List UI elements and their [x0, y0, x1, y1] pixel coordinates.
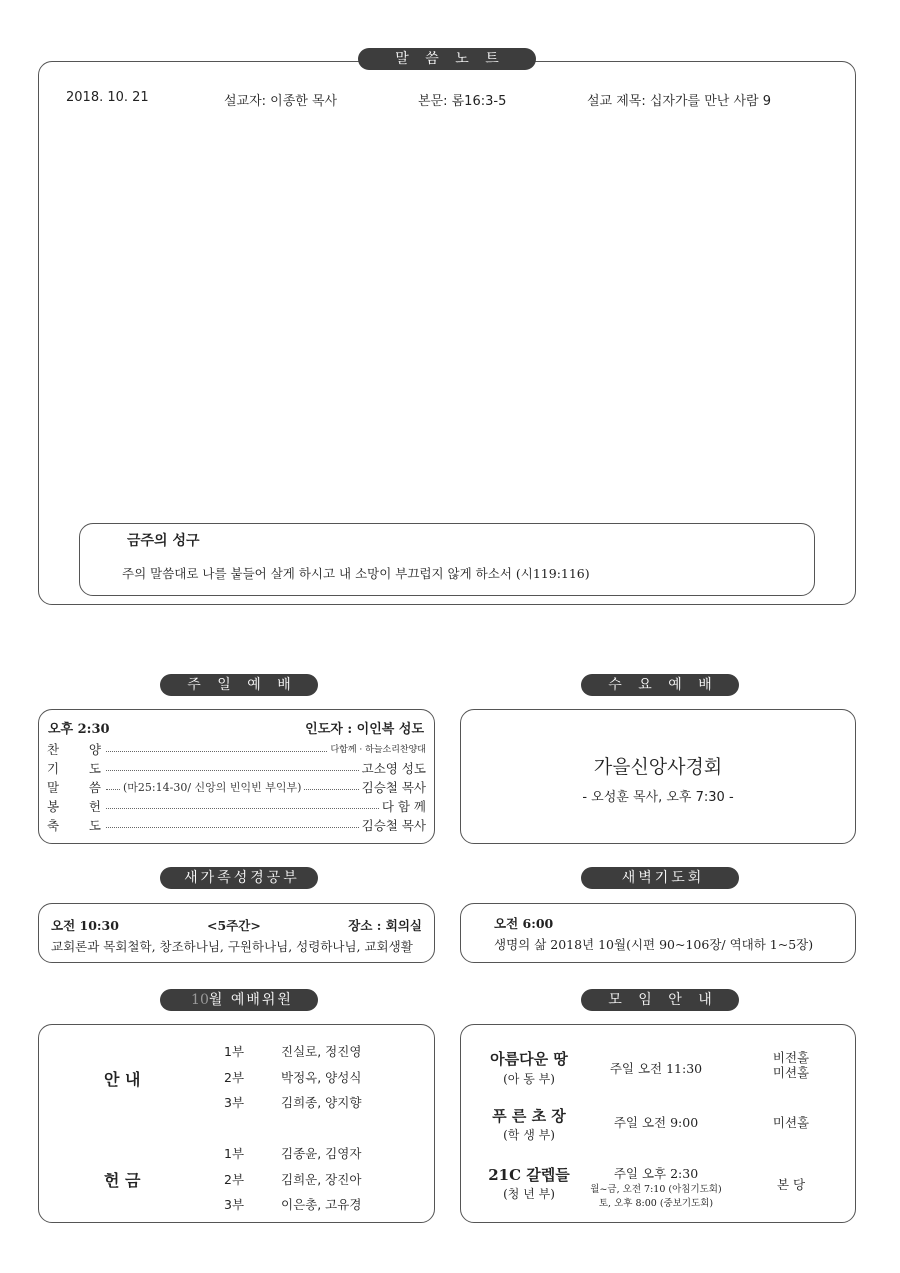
sermon-scripture: 본문: 롬16:3-5 — [418, 94, 507, 109]
wednesday-worship-box — [460, 709, 856, 844]
volunteer-role-offering: 헌 금 — [104, 1171, 141, 1190]
sunday-row-offering: 봉 헌 다 함 께 — [47, 798, 426, 814]
volunteers-title-rest: 월 예배위원 — [208, 992, 293, 1008]
meeting-place: 비전홀 — [772, 1050, 810, 1065]
sunday-worship-title: 주 일 예 배 — [160, 674, 318, 696]
dawn-prayer-box — [460, 903, 856, 963]
volunteer-part: 2부 — [224, 1070, 245, 1085]
meeting-place: 본 당 — [776, 1177, 806, 1192]
meeting-name: 푸 른 초 장 — [492, 1107, 566, 1125]
volunteer-names: 박정옥, 양성식 — [281, 1070, 362, 1085]
sunday-row-benediction: 축 도 김승철 목사 — [47, 817, 426, 833]
meeting-extra: 월~금, 오전 7:10 (아침기도회) — [590, 1184, 722, 1195]
meetings-title: 모 임 안 내 — [581, 989, 739, 1011]
family-bible-topics: 교회론과 목회철학, 창조하나님, 구원하나님, 성령하나님, 교회생활 — [51, 939, 413, 954]
wednesday-event: 가을신앙사경회 — [593, 756, 723, 778]
meeting-time: 주일 오후 2:30 — [613, 1166, 699, 1181]
sunday-time: 오후 2:30 — [48, 722, 110, 737]
meeting-name: 21C 갈렙들 — [488, 1166, 570, 1184]
sermon-preacher: 설교자: 이종한 목사 — [224, 94, 338, 109]
dawn-prayer-time: 오전 6:00 — [494, 916, 554, 931]
meeting-place: 미션홀 — [772, 1065, 810, 1080]
meeting-extra: 토, 오후 8:00 (중보기도회) — [598, 1198, 714, 1209]
wednesday-detail: - 오성훈 목사, 오후 7:30 - — [582, 790, 734, 805]
family-bible-box — [38, 903, 435, 963]
wednesday-worship-title: 수 요 예 배 — [581, 674, 739, 696]
family-bible-time: 오전 10:30 — [51, 918, 119, 933]
volunteer-part: 3부 — [224, 1197, 245, 1212]
meeting-time: 주일 오전 9:00 — [613, 1115, 699, 1130]
weekly-verse-text: 주의 말씀대로 나를 붙들어 살게 하시고 내 소망이 부끄럽지 않게 하소서 (시119:116) — [122, 566, 590, 581]
volunteer-part: 3부 — [224, 1095, 245, 1110]
volunteer-names: 이은총, 고유경 — [281, 1197, 362, 1212]
sermon-note-title: 말 씀 노 트 — [358, 48, 536, 70]
meetings-box — [460, 1024, 856, 1223]
sunday-row-praise: 찬 양 다함께 · 하늘소리찬양대 — [47, 741, 426, 757]
sermon-title: 설교 제목: 십자가를 만난 사람 9 — [587, 94, 772, 109]
volunteer-names: 김희종, 양지향 — [281, 1095, 362, 1110]
sunday-row-sermon: 말 씀 (마25:14-30/ 신앙의 빈익빈 부익부) 김승철 목사 — [47, 779, 426, 795]
sermon-date: 2018. 10. 21 — [66, 90, 149, 105]
volunteer-names: 김희운, 장진아 — [281, 1172, 362, 1187]
dawn-prayer-detail: 생명의 삶 2018년 10월(시편 90~106장/ 역대하 1~5장) — [494, 937, 814, 952]
volunteer-role-usher: 안 내 — [104, 1070, 141, 1089]
family-bible-weeks: <5주간> — [207, 918, 261, 933]
volunteers-title — [160, 989, 318, 1011]
volunteer-names: 김종윤, 김영자 — [281, 1146, 362, 1161]
volunteer-part: 1부 — [224, 1146, 245, 1161]
meeting-place: 미션홀 — [772, 1115, 810, 1130]
sunday-row-prayer: 기 도 고소영 성도 — [47, 760, 426, 776]
volunteer-part: 1부 — [224, 1044, 245, 1059]
volunteers-box — [38, 1024, 435, 1223]
volunteers-title-month: 10 — [191, 992, 209, 1008]
family-bible-title: 새가족성경공부 — [160, 867, 318, 889]
weekly-verse-title: 금주의 성구 — [127, 533, 200, 549]
sunday-leader: 인도자 : 이인복 성도 — [305, 722, 424, 737]
volunteer-part: 2부 — [224, 1172, 245, 1187]
dawn-prayer-title: 새벽기도회 — [581, 867, 739, 889]
meeting-time: 주일 오전 11:30 — [609, 1061, 703, 1076]
family-bible-place: 장소 : 회의실 — [348, 918, 422, 933]
meeting-sub: (청 년 부) — [503, 1187, 555, 1201]
sunday-worship-box — [38, 709, 435, 844]
volunteer-names: 진실로, 정진영 — [281, 1044, 362, 1059]
meeting-sub: (학 생 부) — [503, 1128, 555, 1142]
meeting-name: 아름다운 땅 — [490, 1050, 568, 1068]
meeting-sub: (아 동 부) — [503, 1072, 555, 1086]
